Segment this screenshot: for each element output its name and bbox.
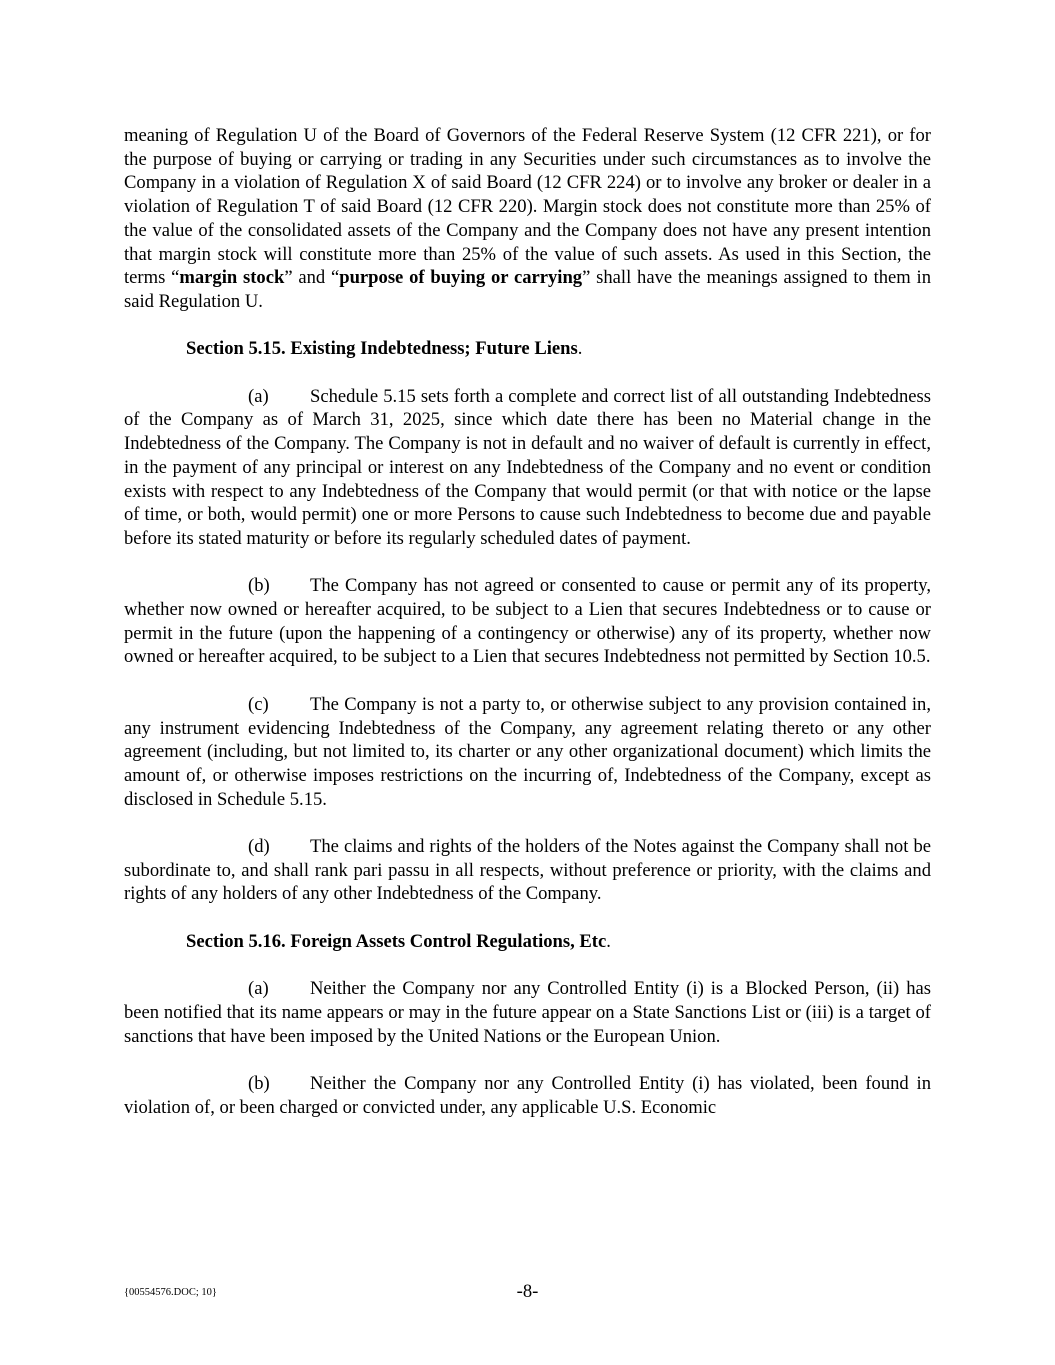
clause-label: (b)	[248, 575, 270, 597]
clause-label: (c)	[248, 693, 269, 715]
clause-label: (a)	[248, 978, 269, 1000]
section-5-15-d: (d) The claims and rights of the holders of the Notes against the Company shall not be subordinate to, and shall rank pari passu in all respects, without preference or priority, with the claims and rights of any holders of any other Indebtedness of the Company.	[124, 836, 931, 905]
clause-label: (a)	[248, 385, 269, 407]
section-5-15-c: (c) The Company is not a party to, or otherwise subject to any provision contained in, any instrument evidencing Indebtedness of the Company, any agreement relating thereto or any other agreement (including, but not limited to, its charter or any other organizational document) which limits the amount of, or otherwise imposes restrictions on the incurring of, Indebtedness of the Company, except as disclosed in Schedule 5.15.	[124, 693, 931, 810]
page-number: -8-	[516, 1281, 539, 1302]
section-5-16-a: (a) Neither the Company nor any Controlled Entity (i) is a Blocked Person, (ii) has been notified that its name appears or may in the future appear on a State Sanctions List or (iii) is a target of sanctions that have been imposed by the United Nations or the European Union.	[124, 978, 931, 1047]
document-page	[124, 124, 931, 1119]
term-margin-stock: margin stock	[179, 267, 285, 289]
section-5-16-heading: Section 5.16. Foreign Assets Control Regulations, Etc.	[186, 930, 611, 952]
clause-label: (d)	[248, 836, 270, 858]
clause-label: (b)	[248, 1073, 270, 1094]
section-5-15-heading: Section 5.15. Existing Indebtedness; Future Liens.	[186, 338, 583, 360]
intro-paragraph: meaning of Regulation U of the Board of Governors of the Federal Reserve System (12 CFR 221), or for the purpose of buying or carrying or trading in any Securities under such circumstances as to involve the Company in a violation of Regulation X of said Board (12 CFR 224) or to involve any broker or dealer in a violation of Regulation T of said Board (12 CFR 220). Margin stock does not constitute more than 25% of the value of the consolidated assets of the Company and the Company does not have any present intention that margin stock will constitute more than 25% of the value of such assets. As used in this Section, the terms “margin stock” and “purpose of buying or carrying” shall have the meanings assigned to them in said Regulation U.	[124, 125, 931, 312]
section-5-15-a: (a) Schedule 5.15 sets forth a complete and correct list of all outstanding Indebtedness of the Company as of March 31, 2025, since which date there has been no Material change in the Indebtedness of the Company. The Company is not in default and no waiver of default is currently in effect, in the payment of any principal or interest on any Indebtedness of the Company and no event or condition exists with respect to any Indebtedness of the Company that would permit (or that with notice or the lapse of time, or both, would permit) one or more Persons to cause such Indebtedness to become due and payable before its stated maturity or before its regularly scheduled dates of payment.	[124, 385, 931, 549]
section-5-16-b: (b) Neither the Company nor any Controlled Entity (i) has violated, been found in violation of, or been charged or convicted under, any applicable U.S. Economic	[124, 1073, 931, 1118]
section-5-15-b: (b) The Company has not agreed or consented to cause or permit any of its property, whether now owned or hereafter acquired, to be subject to a Lien that secures Indebtedness or to cause or permit in the future (upon the happening of a contingency or otherwise) any of its property, whether now owned or hereafter acquired, to be subject to a Lien that secures Indebtedness not permitted by Section 10.5.	[124, 575, 931, 668]
term-purpose-of-buying: purpose of buying or carrying	[339, 267, 583, 289]
footer-doc-code: {00554576.DOC; 10}	[124, 1287, 217, 1298]
